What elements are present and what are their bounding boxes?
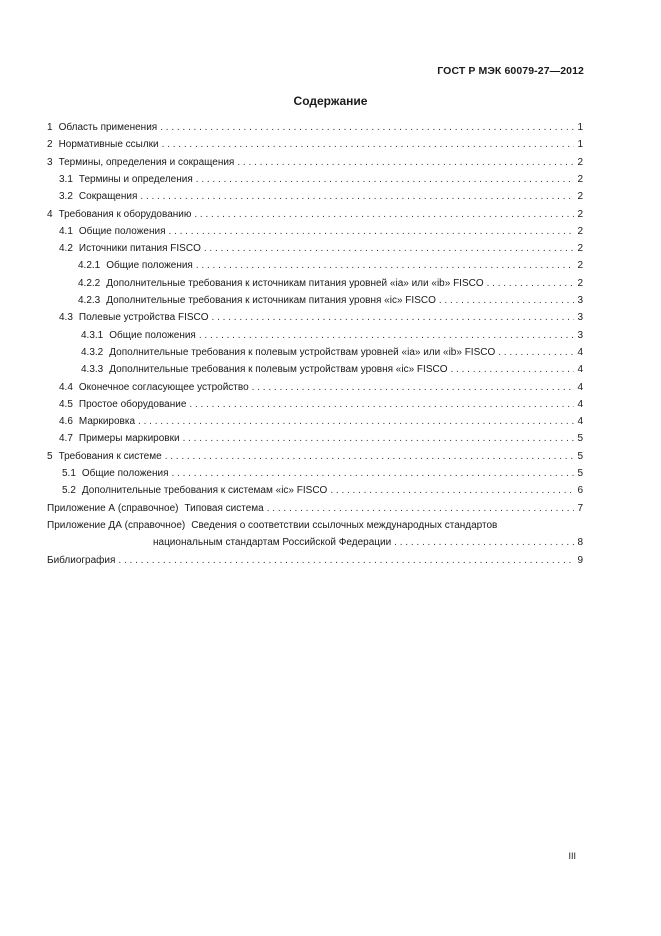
toc-entry-page: 3 — [577, 329, 583, 341]
toc-leader-dots — [394, 536, 574, 550]
toc-leader-dots — [252, 381, 574, 395]
toc-entry-number: 3.2 — [59, 191, 73, 203]
toc-leader-dots — [138, 415, 574, 429]
toc-entry[interactable] — [47, 536, 583, 550]
toc-leader-dots — [498, 346, 574, 360]
toc-entry-number: 4.7 — [59, 433, 73, 445]
toc-leader-dots — [330, 484, 574, 498]
toc-entry-number: 4.1 — [59, 225, 73, 237]
toc-entry-number: Приложение А (справочное) — [47, 502, 179, 514]
toc-entry-page: 7 — [577, 502, 583, 514]
toc-entry-title: Полевые устройства FISCO — [78, 312, 209, 324]
toc-leader-dots — [194, 208, 574, 222]
toc-entry[interactable] — [47, 311, 583, 325]
toc-leader-dots — [212, 311, 574, 325]
toc-entry-title: национальным стандартам Российской Федерации — [153, 537, 392, 549]
toc-entry-number: 4.6 — [59, 416, 73, 428]
toc-leader-dots — [140, 190, 574, 204]
toc-leader-dots — [160, 121, 574, 135]
toc-leader-dots — [267, 502, 574, 516]
toc-leader-dots — [199, 329, 574, 343]
toc-leader-dots — [189, 398, 574, 412]
toc-entry-number: 5.2 — [62, 485, 76, 497]
toc-leader-dots — [169, 225, 575, 239]
toc-entry-number: Приложение ДА (справочное) — [47, 519, 186, 531]
toc-entry-page: 4 — [577, 364, 583, 376]
toc-entry-page: 1 — [577, 139, 583, 151]
toc-entry-page: 6 — [577, 485, 583, 497]
toc-entry-title: Термины, определения и сокращения — [58, 156, 235, 168]
toc-leader-dots — [204, 242, 574, 256]
toc-entry-number: 4.2.1 — [78, 260, 101, 272]
toc-entry-number: 4.4 — [59, 381, 73, 393]
toc-entry-number: 3.1 — [59, 173, 73, 185]
toc-entry-title: Оконечное согласующее устройство — [78, 381, 249, 393]
toc-entry-title: Требования к оборудованию — [58, 208, 192, 220]
toc-entry-number: 4.2 — [59, 243, 73, 255]
toc-entry[interactable] — [47, 484, 583, 498]
toc-entry-title: Область применения — [58, 122, 158, 133]
toc-entry-page: 5 — [577, 468, 583, 479]
toc-entry-page: 4 — [577, 416, 583, 428]
page-title: Содержание — [293, 94, 368, 108]
toc-entry-number: 3 — [47, 156, 53, 168]
page-number: III — [568, 851, 576, 861]
toc-entry-title: Общие положения — [81, 468, 169, 479]
toc-entry-page: 2 — [577, 173, 583, 185]
toc-entry[interactable] — [47, 363, 583, 377]
toc-entry[interactable] — [47, 554, 583, 568]
toc-entry-number: 4.3 — [59, 312, 73, 324]
toc-entry-title: Дополнительные требования к источникам питания уровня «ic» FISCO — [106, 295, 436, 306]
toc-leader-dots — [439, 294, 574, 308]
toc-entry[interactable] — [47, 346, 583, 360]
toc-entry[interactable] — [47, 138, 583, 152]
toc-entry-title: Нормативные ссылки — [58, 139, 159, 151]
toc-entry-page: 5 — [577, 433, 583, 445]
toc-entry-title: Сведения о соответствии ссылочных международных стандартов — [191, 519, 498, 531]
toc-entry[interactable] — [47, 277, 583, 291]
toc-entry-page: 2 — [577, 208, 583, 220]
toc-entry[interactable] — [47, 467, 583, 481]
toc-entry[interactable] — [47, 398, 583, 412]
toc-entry-title: Дополнительные требования к системам «ic» FISCO — [81, 485, 328, 497]
toc-leader-dots — [118, 554, 574, 568]
toc-entry-title: Дополнительные требования к источникам питания уровней «ia» или «ib» FISCO — [106, 277, 484, 289]
toc-entry[interactable] — [47, 432, 583, 446]
toc-entry-number: 4.2.3 — [78, 295, 101, 306]
toc-entry-title: Общие положения — [106, 260, 193, 272]
toc-entry-page: 3 — [577, 295, 583, 306]
toc-entry-number: 4.2.2 — [78, 277, 101, 289]
toc-entry-page: 4 — [577, 398, 583, 410]
toc-leader-dots — [196, 173, 574, 187]
toc-entry-title: Дополнительные требования к полевым устройствам уровней «ia» или «ib» FISCO — [109, 346, 496, 358]
toc-entry-page: 4 — [577, 381, 583, 393]
toc-entry-title: Примеры маркировки — [78, 433, 180, 445]
toc-entry-title: Дополнительные требования к полевым устройствам уровня «ic» FISCO — [109, 364, 448, 376]
toc-entry-page: 2 — [577, 277, 583, 289]
toc-entry-title: Общие положения — [78, 225, 166, 237]
toc-entry-number: 4.5 — [59, 398, 73, 410]
toc-entry[interactable] — [47, 329, 583, 343]
toc-entry-page: 9 — [577, 554, 583, 566]
toc-entry-page: 1 — [577, 122, 583, 133]
toc-entry-title: Источники питания FISCO — [78, 243, 201, 255]
toc-entry-page: 2 — [577, 225, 583, 237]
toc-leader-dots — [450, 363, 574, 377]
toc-entry-number: 5 — [47, 450, 53, 462]
toc-entry[interactable] — [47, 415, 583, 429]
toc-entry-number: 2 — [47, 139, 53, 151]
toc-entry-title: Простое оборудование — [78, 398, 187, 410]
toc-entry-page: 2 — [577, 260, 583, 272]
toc-entry-number: 4.3.2 — [81, 346, 104, 358]
toc-entry-number: 4 — [47, 208, 53, 220]
toc-entry-page: 3 — [577, 312, 583, 324]
toc-entry[interactable] — [47, 519, 583, 533]
toc-entry[interactable] — [47, 190, 583, 204]
toc-entry-page: 4 — [577, 346, 583, 358]
toc-entry-page: 5 — [577, 450, 583, 462]
toc-entry-title: Общие положения — [109, 329, 196, 341]
toc-entry-number: 1 — [47, 122, 53, 133]
toc-leader-dots — [196, 259, 574, 273]
toc-entry[interactable] — [47, 259, 583, 273]
toc-entry-number: 4.3.3 — [81, 364, 104, 376]
toc-entry-page: 2 — [577, 191, 583, 203]
toc-leader-dots — [237, 156, 574, 170]
document-code: ГОСТ Р МЭК 60079-27—2012 — [437, 65, 584, 77]
toc-entry[interactable] — [47, 294, 583, 308]
toc-entry-title: Требования к системе — [58, 450, 162, 462]
toc-entry-page: 8 — [577, 537, 583, 549]
toc-entry[interactable] — [47, 242, 583, 256]
toc-entry-number: 4.3.1 — [81, 329, 104, 341]
toc-leader-dots — [487, 277, 574, 291]
toc-entry[interactable] — [47, 208, 583, 222]
toc-entry-title: Библиография — [47, 554, 116, 566]
toc-entry-title: Типовая система — [184, 502, 264, 514]
toc-entry[interactable] — [47, 121, 583, 135]
toc-entry[interactable] — [47, 225, 583, 239]
toc-entry-page: 2 — [577, 243, 583, 255]
toc-entry-title: Сокращения — [78, 191, 138, 203]
toc-leader-dots — [183, 432, 574, 446]
toc-entry[interactable] — [47, 381, 583, 395]
toc-entry[interactable] — [47, 156, 583, 170]
toc-entry-title: Термины и определения — [78, 173, 193, 185]
toc-entry[interactable] — [47, 502, 583, 516]
toc-entry-number: 5.1 — [62, 468, 76, 479]
toc-entry-page: 2 — [577, 156, 583, 168]
toc-leader-dots — [165, 450, 574, 464]
toc-leader-dots — [172, 467, 575, 481]
toc-entry[interactable] — [47, 450, 583, 464]
toc-entry[interactable] — [47, 173, 583, 187]
toc-entry-title: Маркировка — [78, 416, 136, 428]
toc-leader-dots — [162, 138, 574, 152]
